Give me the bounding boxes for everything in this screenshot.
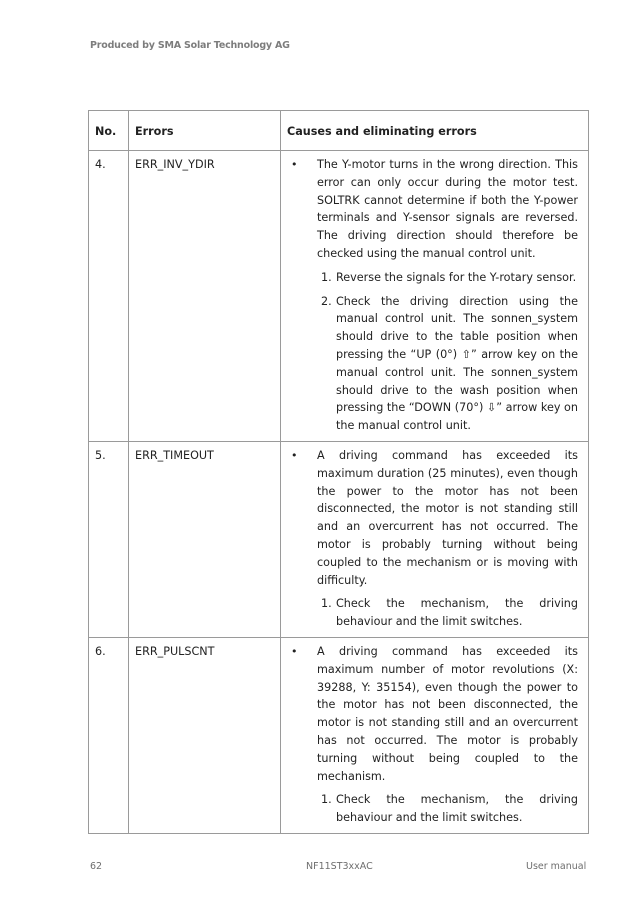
- document-type: User manual: [526, 861, 587, 872]
- bullet-icon: •: [291, 158, 298, 171]
- cell-no: 4.: [89, 151, 129, 442]
- bullet-icon: •: [291, 448, 298, 462]
- page-header: Produced by SMA Solar Technology AG: [90, 40, 290, 51]
- cell-error-code: ERR_TIMEOUT: [129, 441, 281, 637]
- error-table: [88, 110, 589, 834]
- cell-causes: [281, 441, 589, 637]
- cause-bullet: [281, 643, 578, 785]
- cell-causes: [281, 151, 589, 442]
- remedy-steps: [321, 791, 578, 827]
- table-row: [89, 151, 589, 442]
- cell-error-code: ERR_INV_YDIR: [129, 151, 281, 442]
- bullet-icon: •: [291, 644, 298, 658]
- cause-text: A driving command has exceeded its maximum number of motor revolutions (X: 39288, Y: 35154), even though the power to the motor has not been disconnected, the motor is not standing still and an overcurrent has not occurred. The motor is probably turning without being coupled to the mechanism.: [317, 644, 578, 783]
- column-header-causes: Causes and eliminating errors: [281, 111, 589, 151]
- cause-text: A driving command has exceeded its maximum duration (25 minutes), even though the power to the motor has not been disconnected, the motor is not standing still and an overcurrent has not occurred. The motor is probably turning without being coupled to the mechanism or is moving with difficulty.: [317, 448, 578, 587]
- cell-error-code: ERR_PULSCNT: [129, 637, 281, 833]
- remedy-step: 1. Check the mechanism, the driving behaviour and the limit switches.: [321, 597, 578, 629]
- cell-causes: [281, 637, 589, 833]
- document-id: NF11ST3xxAC: [306, 861, 373, 872]
- cause-bullet: [281, 447, 578, 589]
- remedy-step: 1. Check the mechanism, the driving behaviour and the limit switches.: [321, 793, 578, 825]
- cause-text: The Y-motor turns in the wrong direction. This error can only occur during the motor test. SOLTRK cannot determine if both the Y-power terminals and Y-sensor signals are reversed. The driving direction should therefore be checked using the manual control unit.: [317, 158, 578, 260]
- table-row: [89, 441, 589, 637]
- remedy-step: 2. Check the driving direction using the manual control unit. The sonnen_system should drive to the table position when pressing the “UP (0°) ⇧” arrow key on the manual control unit. The sonnen_system should drive to the wash position when pressing the “DOWN (70°) ⇩” arrow key on the manual control unit.: [321, 294, 578, 433]
- table-header-row: [89, 111, 589, 151]
- cell-no: 5.: [89, 441, 129, 637]
- cause-bullet: [281, 156, 578, 263]
- table-row: [89, 637, 589, 833]
- remedy-step: 1. Reverse the signals for the Y-rotary sensor.: [321, 270, 577, 284]
- page-number: 62: [90, 861, 103, 872]
- column-header-no: No.: [89, 111, 129, 151]
- column-header-errors: Errors: [129, 111, 281, 151]
- remedy-steps: [321, 595, 578, 631]
- remedy-steps: [321, 269, 578, 435]
- cell-no: 6.: [89, 637, 129, 833]
